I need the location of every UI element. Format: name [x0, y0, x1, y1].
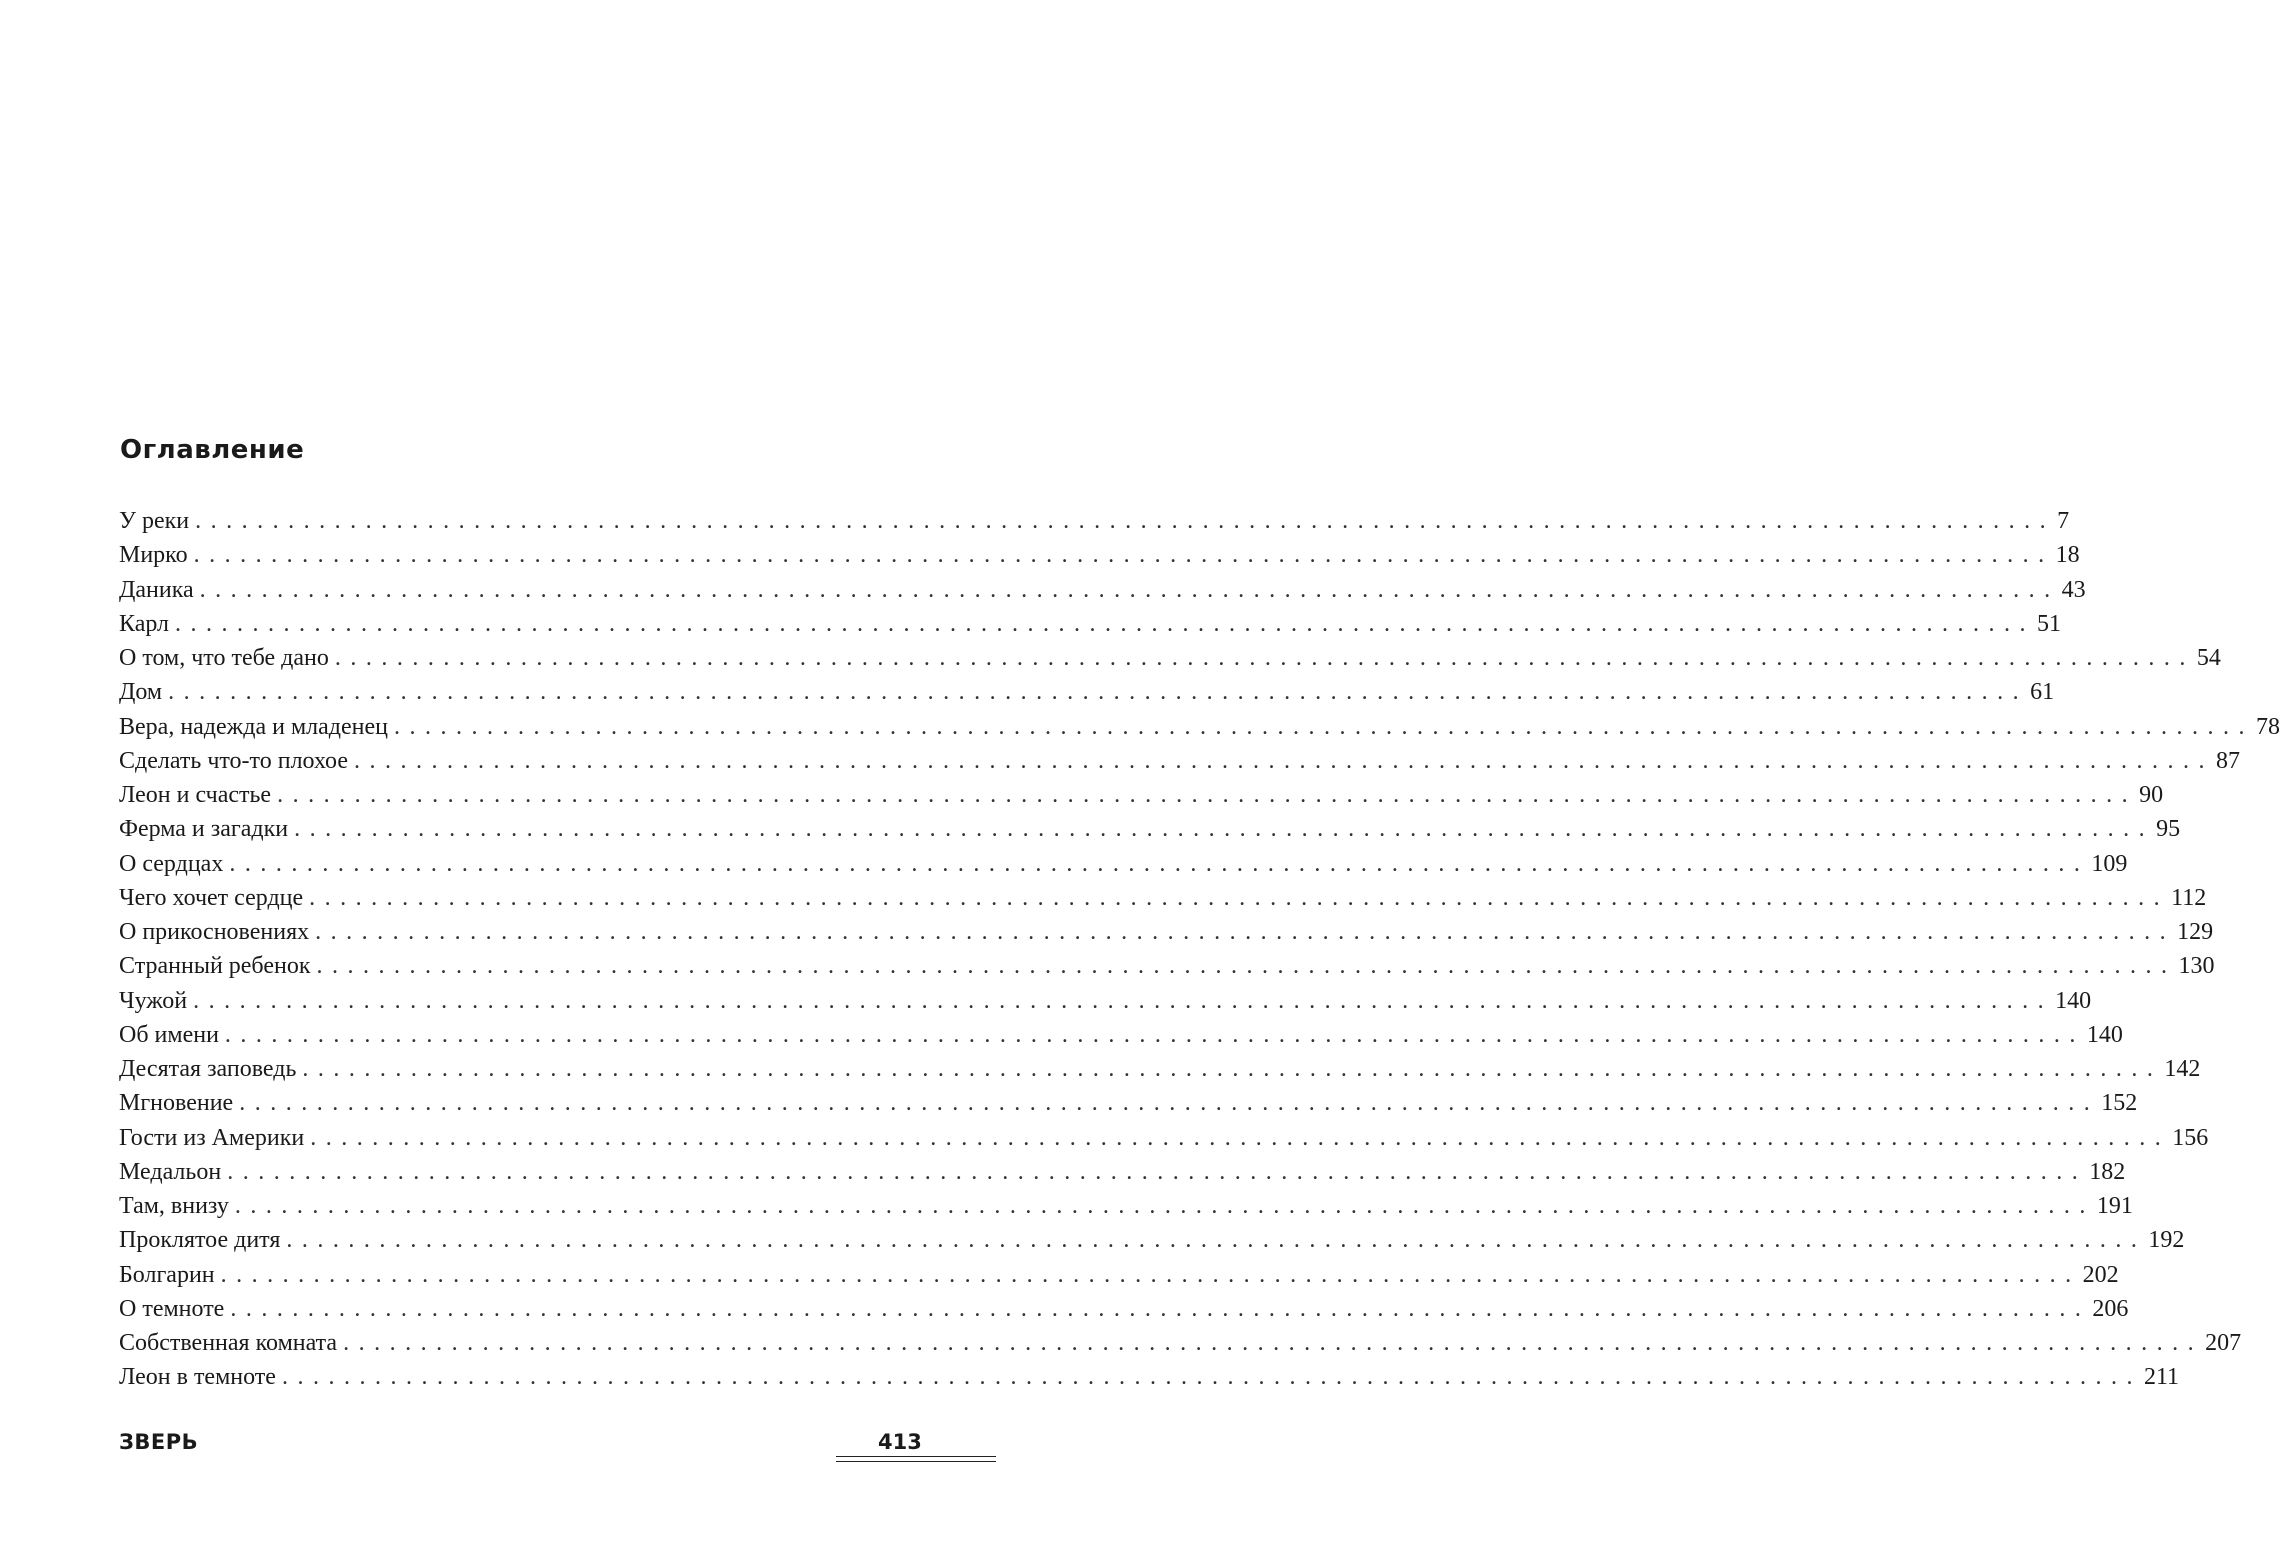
- toc-entry-label: Карл: [119, 610, 170, 637]
- toc-entry-page: 130: [2178, 953, 2215, 980]
- toc-entry: [119, 641, 2221, 675]
- toc-entry-page: 7: [2057, 508, 2070, 534]
- toc-entry-label: Сделать что-то плохое: [119, 747, 348, 774]
- toc-entry-label: Леон и счастье: [119, 782, 272, 808]
- toc-entry-label: Даника: [119, 576, 194, 603]
- toc-leader-dots: ........................................................................................................................: [302, 1056, 2163, 1082]
- toc-entry-page: 206: [2092, 1295, 2129, 1322]
- toc-leader-dots: ........................................................................................................................: [343, 1330, 2204, 1356]
- toc-entry-label: Собственная комната: [119, 1330, 338, 1356]
- toc-leader-dots: ........................................................................................................................: [294, 816, 2155, 843]
- footer-rule: [836, 1461, 996, 1462]
- toc-entry-label: Гости из Америки: [119, 1124, 305, 1151]
- toc-entry-page: 95: [2156, 816, 2181, 843]
- toc-entry-page: 207: [2205, 1330, 2242, 1356]
- toc-entry-page: 51: [2037, 610, 2062, 637]
- toc-entry-label: О сердцах: [119, 850, 224, 877]
- toc-leader-dots: ........................................................................................................................: [316, 953, 2177, 980]
- toc-entry: [119, 1360, 2180, 1394]
- toc-entry-page: 112: [2171, 884, 2207, 911]
- toc-title: Оглавление: [120, 435, 305, 465]
- toc-entry-label: Там, внизу: [119, 1193, 229, 1219]
- toc-leader-dots: ........................................................................................................................: [310, 1124, 2171, 1151]
- footer-book-title: ЗВЕРЬ: [119, 1430, 199, 1454]
- toc-entry-page: 156: [2172, 1124, 2209, 1151]
- toc-entry-page: 90: [2139, 782, 2164, 808]
- toc-entry: [119, 744, 2240, 778]
- toc-entry-page: 18: [2055, 542, 2080, 569]
- toc-entry-label: Медальон: [119, 1158, 222, 1185]
- toc-leader-dots: ........................................................................................................................: [393, 713, 2254, 740]
- toc-entry-label: Мирко: [119, 542, 188, 569]
- toc-entry-page: 87: [2215, 747, 2240, 774]
- toc-entry-label: Десятая заповедь: [119, 1056, 297, 1082]
- toc-entry-page: 152: [2101, 1090, 2138, 1117]
- toc-entry: [119, 1223, 2185, 1257]
- toc-entry-page: 129: [2177, 919, 2214, 945]
- toc-entry: [119, 573, 2086, 607]
- toc-entry: [119, 538, 2080, 572]
- toc-entry-page: 54: [2196, 645, 2221, 671]
- toc-entry-label: Вера, надежда и младенец: [119, 713, 388, 740]
- toc-entry: [119, 1018, 2123, 1052]
- toc-entry-label: О том, что тебе дано: [119, 645, 329, 671]
- toc-leader-dots: ........................................................................................................................: [315, 919, 2176, 945]
- toc-entry-page: 109: [2091, 850, 2128, 877]
- toc-entry-label: Леон в темноте: [119, 1364, 276, 1391]
- toc-leader-dots: ........................................................................................................................: [220, 1261, 2081, 1288]
- toc-entry-page: 192: [2148, 1227, 2185, 1254]
- footer-rule: [836, 1456, 996, 1457]
- toc-leader-dots: ........................................................................................................................: [239, 1090, 2100, 1117]
- toc-leader-dots: ........................................................................................................................: [353, 747, 2214, 774]
- toc-entry: [119, 984, 2092, 1018]
- toc-entry-page: 61: [2030, 679, 2055, 706]
- toc-entry-label: Странный ребенок: [119, 953, 311, 980]
- toc-entry-label: Мгновение: [119, 1090, 234, 1117]
- toc-entry-page: 211: [2143, 1364, 2180, 1391]
- toc-entry-label: О темноте: [119, 1295, 225, 1322]
- toc-entry: [119, 1155, 2126, 1189]
- toc-entry-label: Дом: [119, 679, 163, 706]
- toc-entry-label: Об имени: [119, 1021, 219, 1048]
- toc-entry-label: О прикосновениях: [119, 919, 310, 945]
- toc-entry-label: У реки: [119, 508, 190, 534]
- toc-entry-page: 78: [2255, 713, 2280, 740]
- toc-leader-dots: ........................................................................................................................: [227, 1158, 2088, 1185]
- toc-leader-dots: ........................................................................................................................: [193, 987, 2054, 1014]
- toc-list: [119, 504, 2280, 1395]
- toc-entry: [119, 1086, 2138, 1120]
- toc-leader-dots: ........................................................................................................................: [230, 1295, 2091, 1322]
- toc-leader-dots: ........................................................................................................................: [281, 1364, 2142, 1391]
- toc-entry-page: 140: [2055, 987, 2092, 1014]
- toc-entry: [119, 607, 2062, 641]
- toc-entry-page: 202: [2082, 1261, 2119, 1288]
- toc-entry: [119, 1189, 2133, 1223]
- toc-leader-dots: ........................................................................................................................: [277, 782, 2138, 808]
- toc-entry-label: Ферма и загадки: [119, 816, 289, 843]
- toc-entry-page: 191: [2096, 1193, 2133, 1219]
- toc-leader-dots: ........................................................................................................................: [229, 850, 2090, 877]
- toc-leader-dots: ........................................................................................................................: [234, 1193, 2095, 1219]
- toc-entry: [119, 915, 2214, 949]
- toc-entry: [119, 1292, 2129, 1326]
- toc-leader-dots: ........................................................................................................................: [334, 645, 2195, 671]
- toc-entry: [119, 847, 2128, 881]
- toc-entry-page: 43: [2061, 576, 2086, 603]
- toc-leader-dots: ........................................................................................................................: [224, 1021, 2085, 1048]
- toc-entry: [119, 675, 2055, 709]
- toc-entry-page: 142: [2164, 1056, 2201, 1082]
- toc-entry-label: Чего хочет сердце: [119, 884, 304, 911]
- toc-leader-dots: ........................................................................................................................: [193, 542, 2054, 569]
- toc-entry: [119, 1326, 2242, 1360]
- toc-entry: [119, 949, 2215, 983]
- toc-leader-dots: ........................................................................................................................: [309, 884, 2170, 911]
- toc-entry-label: Проклятое дитя: [119, 1227, 281, 1254]
- toc-entry: [119, 504, 2070, 538]
- toc-entry-label: Болгарин: [119, 1261, 215, 1288]
- toc-leader-dots: ........................................................................................................................: [175, 610, 2036, 637]
- toc-leader-dots: ........................................................................................................................: [199, 576, 2060, 603]
- toc-entry: [119, 812, 2181, 846]
- toc-leader-dots: ........................................................................................................................: [195, 508, 2056, 534]
- toc-entry: [119, 881, 2207, 915]
- toc-entry: [119, 1052, 2201, 1086]
- toc-entry: [119, 1121, 2209, 1155]
- toc-entry-label: Чужой: [119, 987, 188, 1014]
- toc-leader-dots: ........................................................................................................................: [286, 1227, 2147, 1254]
- toc-leader-dots: ........................................................................................................................: [168, 679, 2029, 706]
- toc-entry-page: 140: [2086, 1021, 2123, 1048]
- footer-page-number: 413: [878, 1430, 922, 1454]
- toc-entry: [119, 1258, 2119, 1292]
- toc-entry: [119, 710, 2280, 744]
- toc-entry: [119, 778, 2164, 812]
- toc-entry-page: 182: [2089, 1158, 2126, 1185]
